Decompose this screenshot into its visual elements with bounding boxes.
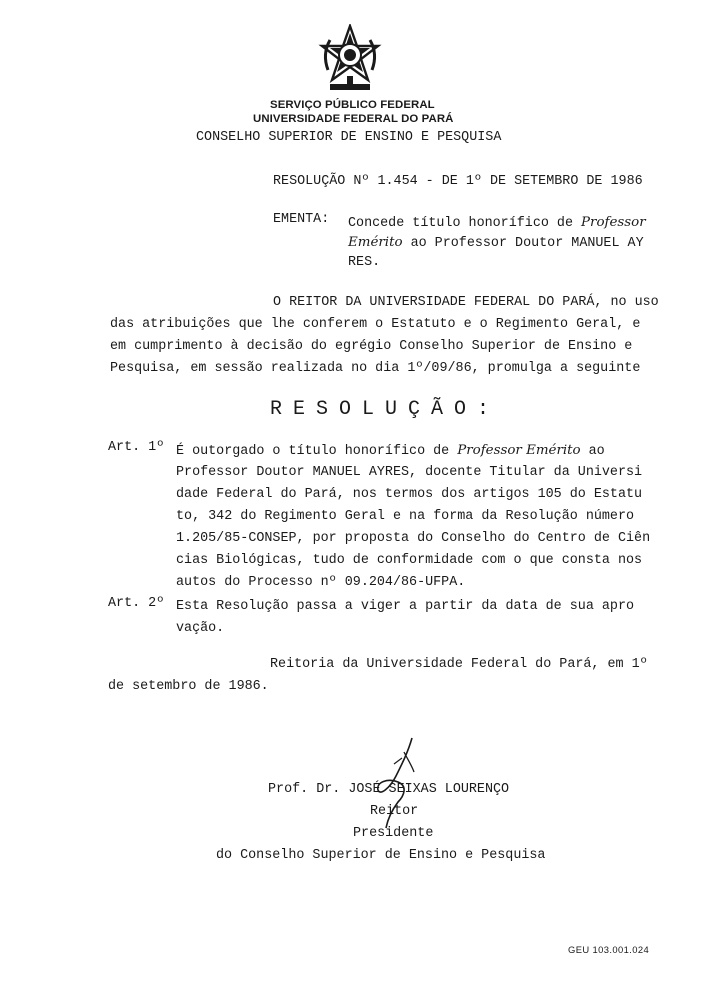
brazil-coat-of-arms-icon xyxy=(318,24,382,94)
service-heading: SERVIÇO PÚBLICO FEDERAL xyxy=(270,99,435,111)
resolution-title: RESOLUÇÃO: xyxy=(270,398,501,421)
signatory-role-council: do Conselho Superior de Ensino e Pesquisa xyxy=(216,848,546,863)
preamble: O REITOR DA UNIVERSIDADE FEDERAL DO PARÁ, no uso das atribuições que lhe conferem o Estatuto e o Regimento Geral, e em cumprimento à decisão do egrégio Conselho Superior de Ensino e Pesquisa, em sessão realizada no dia 1º/09/86, promulga a seguinte xyxy=(110,295,659,376)
ementa-text: Concede título honorífico de Professor Emérito ao Professor Doutor MANUEL AY RES. xyxy=(348,215,646,270)
signatory-role-reitor: Reitor xyxy=(370,804,419,819)
signatory-name: Prof. Dr. JOSÉ SEIXAS LOURENÇO xyxy=(268,782,510,797)
university-heading: UNIVERSIDADE FEDERAL DO PARÁ xyxy=(253,113,454,125)
signatory-role-presidente: Presidente xyxy=(353,826,434,841)
article-2-text: Esta Resolução passa a viger a partir da data de sua apro vação. xyxy=(176,599,635,636)
form-code: GEU 103.001.024 xyxy=(568,944,650,955)
article-1-label: Art. 1º xyxy=(108,440,165,455)
resolution-number: RESOLUÇÃO Nº 1.454 - DE 1º DE SETEMBRO DE 1986 xyxy=(273,174,643,189)
council-heading: CONSELHO SUPERIOR DE ENSINO E PESQUISA xyxy=(196,130,502,145)
ementa-label: EMENTA: xyxy=(273,212,330,227)
article-2-label: Art. 2º xyxy=(108,596,165,611)
closing-text: Reitoria da Universidade Federal do Pará, em 1º de setembro de 1986. xyxy=(108,657,648,694)
article-1-text: É outorgado o título honorífico de Professor Emérito ao Professor Doutor MANUEL AYRES, docente Titular da Universi dade Federal do Pará, nos termos dos artigos 105 do Estatu to, 342 do Regimento Geral e na forma da Resolução número 1.205/85-CONSEP, por proposta do Conselho do Centro de Ciên cias Biológicas, tudo de conformidade com o que consta nos autos do Processo nº 09.204/86-UFPA. xyxy=(176,443,651,590)
